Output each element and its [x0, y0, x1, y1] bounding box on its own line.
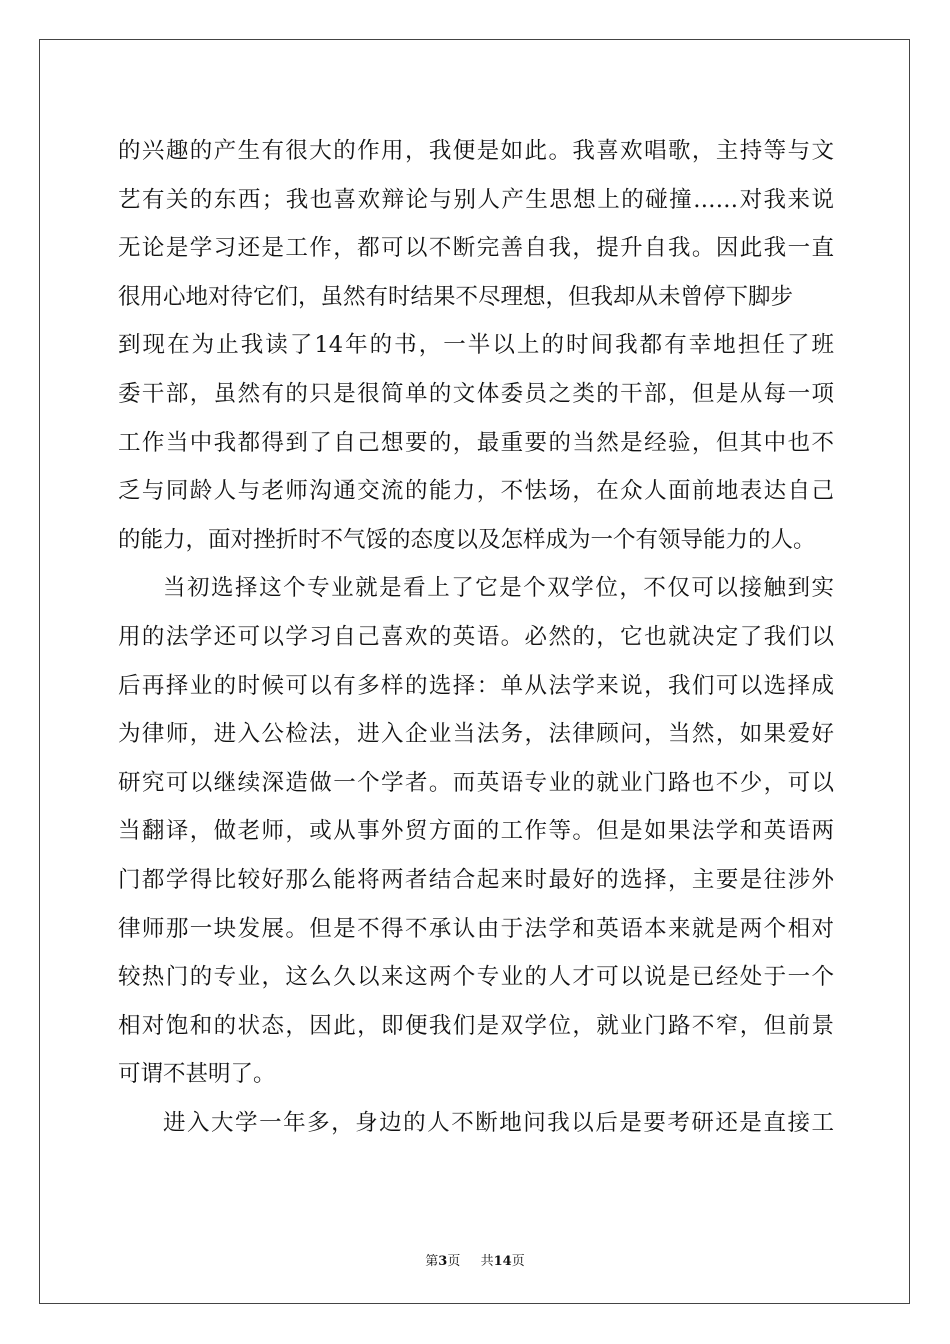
text-line: 为律师，进入公检法，进入企业当法务，法律顾问，当然，如果爱好 — [118, 721, 834, 748]
total-suffix: 页 — [511, 1254, 525, 1269]
text-line: 当翻译，做老师，或从事外贸方面的工作等。但是如果法学和英语两 — [118, 818, 834, 845]
text-line: 相对饱和的状态，因此，即便我们是双学位，就业门路不窄，但前景 — [118, 1012, 834, 1039]
text-line: 的兴趣的产生有很大的作用，我便是如此。我喜欢唱歌，主持等与文 — [118, 138, 834, 164]
current-page: 3 — [438, 1254, 448, 1269]
text-line: 门都学得比较好那么能将两者结合起来时最好的选择，主要是往涉外 — [118, 866, 834, 893]
text-line: 研究可以继续深造做一个学者。而英语专业的就业门路也不少，可以 — [118, 769, 834, 796]
text-line: 进入大学一年多，身边的人不断地问我以后是要考研还是直接工 — [163, 1109, 834, 1136]
page-total — [481, 1250, 525, 1269]
text-line: 律师那一块发展。但是不得不承认由于法学和英语本来就是两个相对 — [118, 915, 834, 942]
page-suffix: 页 — [447, 1254, 461, 1269]
total-pages: 14 — [493, 1254, 512, 1269]
text-line: 后再择业的时候可以有多样的选择：单从法学来说，我们可以选择成 — [118, 672, 834, 699]
page-prefix: 第 — [425, 1254, 439, 1269]
text-line: 可谓不甚明了。 — [118, 1061, 276, 1088]
text-line: 很用心地对待它们，虽然有时结果不尽理想，但我却从未曾停下脚步 — [118, 283, 794, 310]
text-line: 委干部，虽然有的只是很简单的文体委员之类的干部，但是从每一项 — [118, 380, 834, 407]
text-line: 较热门的专业，这么久以来这两个专业的人才可以说是已经处于一个 — [118, 964, 834, 991]
text-line: 乏与同龄人与老师沟通交流的能力，不怯场，在众人面前地表达自己 — [118, 478, 834, 505]
document-body — [118, 127, 834, 1147]
text-line: 的能力，面对挫折时不气馁的态度以及怎样成为一个有领导能力的人。 — [118, 526, 816, 553]
text-line: 无论是学习还是工作，都可以不断完善自我，提升自我。因此我一直 — [118, 235, 834, 262]
total-prefix: 共 — [480, 1254, 494, 1269]
text-line: 工作当中我都得到了自己想要的，最重要的当然是经验，但其中也不 — [118, 429, 834, 456]
text-line: 艺有关的东西；我也喜欢辩论与别人产生思想上的碰撞……对我来说 — [118, 186, 834, 213]
page-number — [425, 1250, 460, 1269]
page-footer — [0, 1250, 950, 1269]
text-line: 到现在为止我读了14年的书，一半以上的时间我都有幸地担任了班 — [118, 332, 834, 359]
text-line: 用的法学还可以学习自己喜欢的英语。必然的，它也就决定了我们以 — [118, 623, 834, 650]
text-line: 当初选择这个专业就是看上了它是个双学位，不仅可以接触到实 — [163, 575, 834, 602]
